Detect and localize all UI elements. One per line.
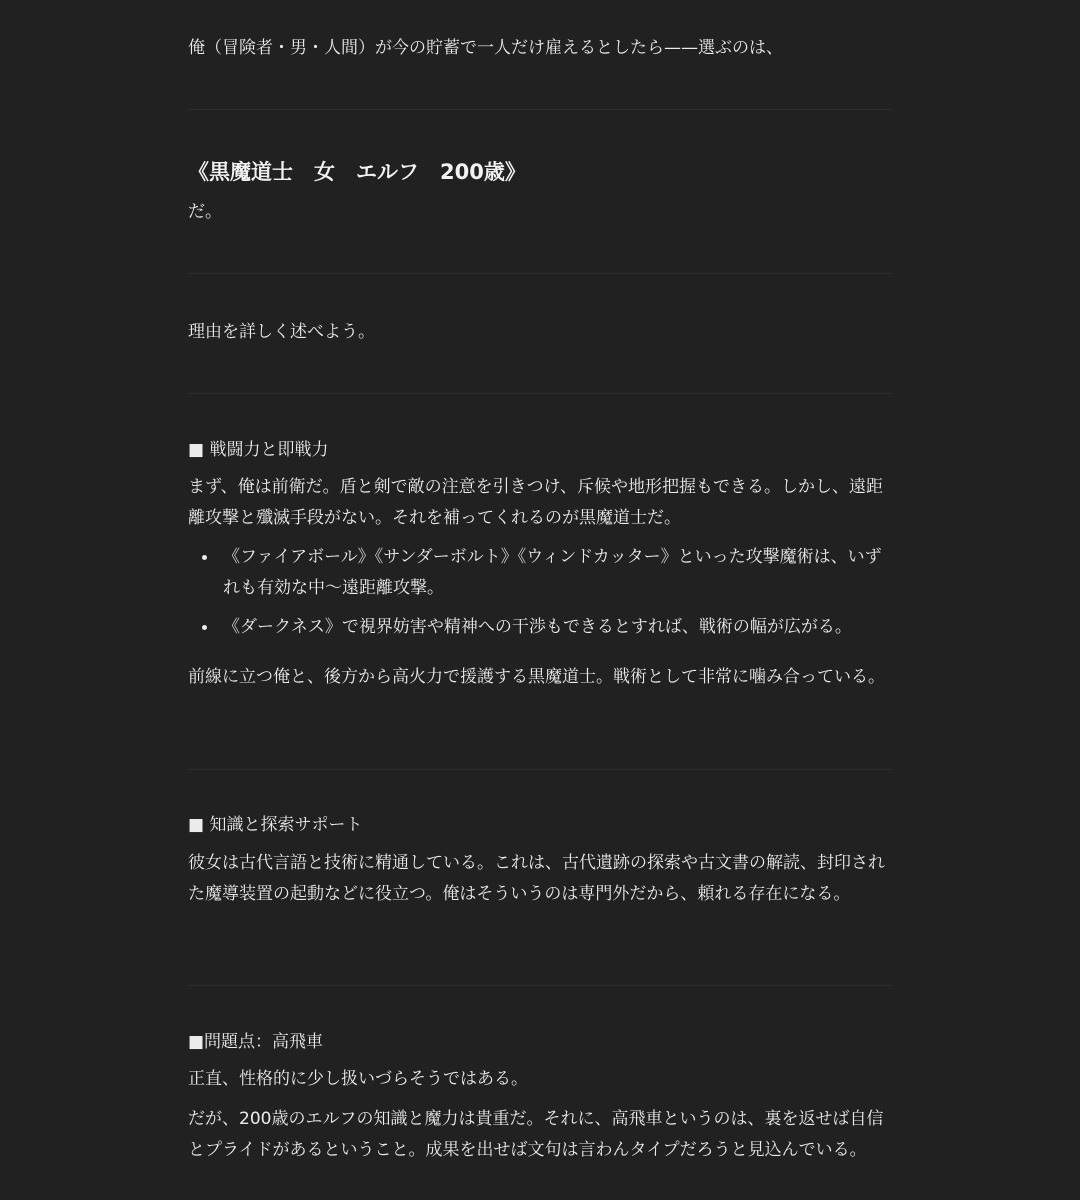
issue-paragraph: 正直、性格的に少し扱いづらそうではある。 — [188, 1069, 528, 1089]
knowledge-paragraph: 彼女は古代言語と技術に精通している。これは、古代遺跡の探索や古文書の解読、封印された魔導装置の起動などに役立つ。俺はそういうのは専門外だから、頼れる存在になる。 — [188, 853, 885, 904]
reason-intro: 理由を詳しく述べよう。 — [188, 322, 375, 342]
combat-conclusion: 前線に立つ俺と、後方から高火力で援護する黒魔道士。戦術として非常に噛み合っている。 — [188, 667, 885, 687]
combat-paragraph: まず、俺は前衛だ。盾と剣で敵の注意を引きつけ、斥候や地形把握もできる。しかし、遠距離攻撃と殲滅手段がない。それを補ってくれるのが黒魔道士だ。 — [188, 477, 883, 528]
bullet-icon — [202, 555, 207, 560]
list-item — [188, 542, 892, 604]
combat-bullet-list — [188, 542, 892, 651]
divider — [188, 985, 892, 986]
divider — [188, 769, 892, 770]
choice-suffix: だ。 — [188, 202, 222, 222]
divider — [188, 109, 892, 110]
list-item — [188, 612, 892, 643]
list-item-text: 《ダークネス》で視界妨害や精神への干渉もできるとすれば、戦術の幅が広がる。 — [223, 617, 852, 637]
section-title-issue: ■問題点：高飛車 — [188, 1032, 324, 1052]
intro-text: 俺（冒険者・男・人間）が今の貯蓄で一人だけ雇えるとしたら——選ぶのは、 — [188, 38, 783, 58]
choice-heading: 《黒魔道士 女 エルフ 200歳》 — [188, 160, 526, 184]
section-title-combat: ■ 戦闘力と即戦力 — [188, 440, 329, 460]
list-item-text: 《ファイアボール》《サンダーボルト》《ウィンドカッター》といった攻撃魔術は、いずれも有効な中〜遠距離攻撃。 — [223, 547, 882, 598]
divider — [188, 273, 892, 274]
divider — [188, 393, 892, 394]
bullet-icon — [202, 625, 207, 630]
issue-conclusion: だが、200歳のエルフの知識と魔力は貴重だ。それに、高飛車というのは、裏を返せば自信とプライドがあるということ。成果を出せば文句は言わんタイプだろうと見込んでいる。 — [188, 1109, 884, 1160]
section-title-knowledge: ■ 知識と探索サポート — [188, 815, 363, 835]
